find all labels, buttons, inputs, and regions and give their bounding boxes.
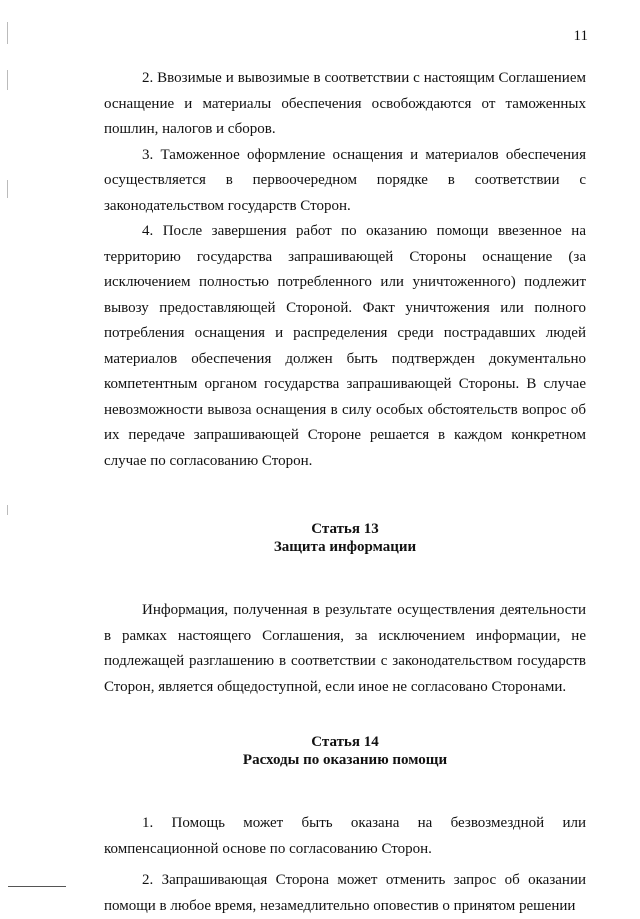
- article-14-number: Статья 14: [311, 734, 379, 750]
- page-number: 11: [573, 28, 588, 44]
- article-14-paragraph-1: 1. Помощь может быть оказана на безвозмездной или компенсационной основе по согласованию Сторон.: [104, 815, 586, 857]
- article-13-title: Защита информации: [273, 539, 417, 555]
- article-14-title: Расходы по оказанию помощи: [242, 752, 448, 768]
- scan-margin-mark: [7, 70, 8, 90]
- article-14-paragraph-2: 2. Запрашивающая Сторона может отменить запрос об оказании помощи в любое время, незамедлительно оповестив о принятом решении: [104, 872, 586, 914]
- footer-rule: [8, 886, 66, 887]
- paragraph-4-export-after-work: 4. После завершения работ по оказанию помощи ввезенное на территорию государства запрашивающей Стороны оснащение (за исключением полностью потребленного или уничтоженного) подлежит вывозу предоставляющей Стороной. Факт уничтожения или полного потребления оснащения и распределения среди пострадавших людей материалов обеспечения должен быть подтвержден документально компетентным органом государства запрашивающей Стороны. В случае невозможности вывоза оснащения в силу особых обстоятельств вопрос об их передаче запрашивающей Стороне решается в каждом конкретном случае по согласованию Сторон.: [104, 223, 586, 469]
- scan-margin-mark: [7, 22, 8, 44]
- document-body: [104, 66, 586, 919]
- article-13-number: Статья 13: [311, 521, 379, 537]
- scan-margin-mark: [7, 505, 8, 515]
- article-13-text: Информация, полученная в результате осуществления деятельности в рамках настоящего Соглашения, за исключением информации, не подлежащей разглашению в соответствии с законодательством государств Сторон, является общедоступной, если иное не согласовано Сторонами.: [104, 602, 586, 695]
- scan-margin-mark: [7, 180, 8, 198]
- paragraph-2-duty-exemption: 2. Ввозимые и вывозимые в соответствии с настоящим Соглашением оснащение и материалы обеспечения освобождаются от таможенных пошлин, налогов и сборов.: [104, 70, 586, 137]
- paragraph-3-customs-clearance: 3. Таможенное оформление оснащения и материалов обеспечения осуществляется в первоочередном порядке в соответствии с законодательством государств Сторон.: [104, 146, 586, 214]
